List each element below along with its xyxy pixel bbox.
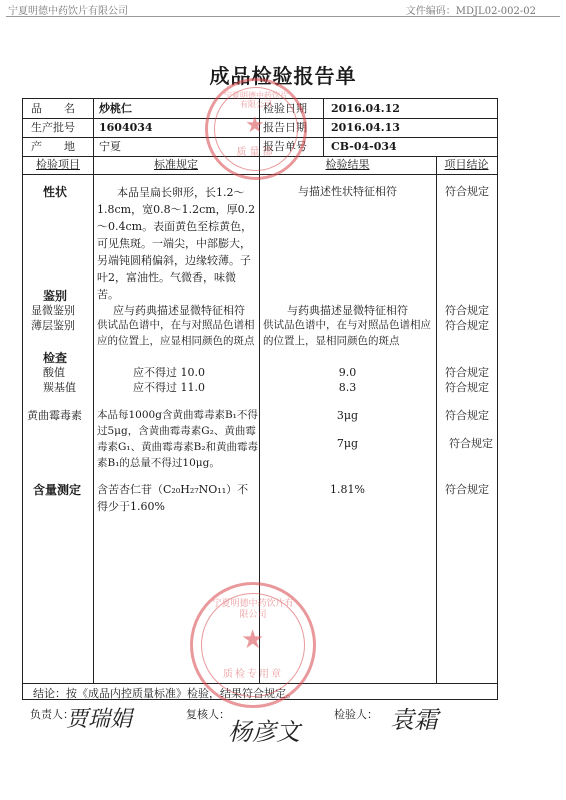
stamp-ring-text: 宁夏明德中药饮片有限公司 (224, 91, 288, 109)
result-aflatoxin-b1: 3μg (336, 409, 359, 422)
label-report-date: 报告日期 (263, 121, 307, 134)
result-appearance: 与描述性状特征相符 (298, 185, 397, 198)
conclusion-aflatoxin-b1: 符合规定 (445, 409, 489, 422)
col-divider (323, 99, 324, 156)
standard-assay: 含苦杏仁苷（C₂₀H₂₇NO₁₁）不得少于1.60% (97, 483, 249, 513)
item-microscopic: 显微鉴别 (31, 304, 75, 317)
value-inspect-date: 2016.04.12 (331, 102, 400, 115)
responsible-label: 负责人： (30, 708, 74, 721)
value-report-no: CB-04-034 (331, 140, 397, 153)
stamp-ring-text: 宁夏明德中药饮片有限公司 (212, 599, 294, 620)
col-divider (93, 156, 94, 683)
item-carbonyl-value: 羰基值 (43, 381, 76, 394)
result-acid-value: 9.0 (338, 366, 357, 379)
reviewer-signature: 杨彦文 (228, 718, 300, 746)
inspector-label: 检验人： (334, 708, 378, 721)
result-carbonyl-value: 8.3 (338, 381, 357, 394)
conclusion-acid-value: 符合规定 (445, 366, 489, 379)
inspector-signature: 袁霜 (390, 706, 438, 734)
conclusion-microscopic: 符合规定 (445, 304, 489, 317)
item-acid-value: 酸值 (43, 366, 65, 379)
col-header-conclusion: 项目结论 (444, 158, 489, 171)
col-divider (93, 99, 94, 156)
reviewer-label: 复核人： (186, 708, 230, 721)
label-inspect-date: 检验日期 (263, 102, 307, 115)
label-report-no: 报告单号 (263, 140, 307, 153)
section-inspection: 检查 (43, 351, 68, 365)
label-batch-no: 生产批号 (31, 121, 75, 134)
standard-carbonyl-value: 应不得过 11.0 (133, 381, 205, 394)
conclusion-carbonyl-value: 符合规定 (445, 381, 489, 394)
item-aflatoxin: 黄曲霉毒素 (27, 409, 82, 422)
report-title: 成品检验报告单 (209, 64, 357, 88)
stamp-bottom-text: 质量部 (236, 147, 276, 158)
overall-conclusion: 结论：按《成品内控质量标准》检验，结果符合规定。 (33, 687, 297, 700)
label-product-name: 品 名 (31, 102, 75, 115)
standard-tlc: 供试品色谱中，在与对照品色谱相应的位置上，应显相同颜色的斑点 (97, 319, 255, 347)
section-identification: 鉴别 (43, 289, 68, 303)
conclusion-tlc: 符合规定 (445, 319, 489, 332)
company-header: 宁夏明德中药饮片有限公司 (8, 6, 128, 17)
item-tlc: 薄层鉴别 (31, 319, 75, 332)
stamp-bottom-text: 质检专用章 (223, 669, 283, 680)
conclusion-assay: 符合规定 (445, 483, 489, 496)
col-header-result: 检验结果 (325, 158, 370, 171)
item-assay: 含量测定 (33, 483, 82, 497)
conclusion-aflatoxin-total: 符合规定 (449, 437, 493, 450)
col-header-item: 检验项目 (36, 158, 80, 171)
qc-seal-stamp: ★ 宁夏明德中药饮片有限公司 质检专用章 (190, 582, 316, 708)
header-divider (6, 16, 560, 17)
quality-dept-stamp: ★ 宁夏明德中药饮片有限公司 质量部 (205, 78, 307, 180)
result-tlc: 供试品色谱中，在与对照品色谱相应的位置上，显相同颜色的斑点 (263, 319, 431, 347)
standard-aflatoxin: 本品每1000g含黄曲霉毒素B₁不得过5μg，含黄曲霉毒素G₂、黄曲霉毒素G₁、黄曲霉毒素B₂和黄曲霉毒素B₁的总量不得过10μg。 (97, 409, 259, 469)
responsible-signature: 贾瑞娟 (66, 707, 133, 732)
file-number: 文件编码：MDJL02-002-02 (405, 6, 536, 17)
value-batch-no: 1604034 (99, 121, 153, 134)
col-header-standard: 标准规定 (154, 158, 198, 171)
standard-microscopic: 应与药典描述显微特征相符 (113, 304, 245, 317)
result-assay: 1.81% (330, 483, 365, 496)
value-origin: 宁夏 (99, 140, 121, 153)
item-appearance: 性状 (43, 185, 68, 199)
col-divider (436, 156, 437, 683)
result-aflatoxin-total: 7μg (336, 437, 359, 450)
value-report-date: 2016.04.13 (331, 121, 400, 134)
value-product-name: 炒桃仁 (99, 102, 132, 115)
label-origin: 产 地 (31, 140, 75, 153)
conclusion-appearance: 符合规定 (445, 185, 489, 198)
result-microscopic: 与药典描述显微特征相符 (287, 304, 408, 317)
standard-appearance: 本品呈扁长卵形，长1.2～1.8cm，宽0.8～1.2cm，厚0.2～0.4cm。表面黄色至棕黄色，可见焦斑。一端尖，中部膨大，另端钝圆稍偏斜，边缘较薄。子叶2，富油性。气微香，味微苦。 (97, 186, 256, 301)
standard-acid-value: 应不得过 10.0 (133, 366, 205, 379)
